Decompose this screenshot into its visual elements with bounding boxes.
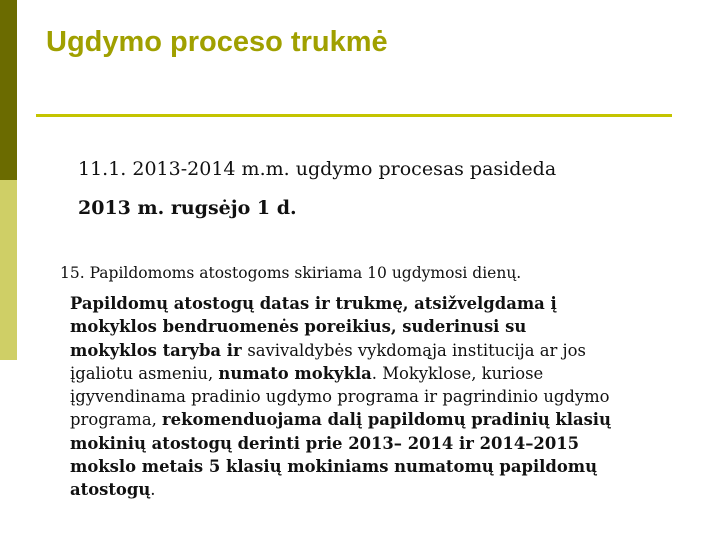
para-line-4b: numato mokykla: [218, 363, 372, 383]
para-line-7: mokinių atostogų derinti prie 2013– 2014 ir 2014–2015: [70, 433, 580, 453]
para-line-5: įgyvendinama pradinio ugdymo programa ir pagrindinio ugdymo: [70, 387, 610, 407]
slide-title: Ugdymo proceso trukmė: [46, 26, 388, 58]
para-line-4c: . Mokyklose, kuriose: [371, 363, 544, 383]
para-line-3a: mokyklos taryba ir: [70, 340, 248, 360]
point-11-1-text: 11.1. 2013-2014 m.m. ugdymo procesas pasideda: [78, 158, 557, 180]
title-divider: [36, 114, 672, 117]
para-line-6b: rekomenduojama dalį papildomų pradinių klasių: [162, 410, 611, 430]
start-date-text: 2013 m. rugsėjo 1 d.: [78, 197, 297, 219]
accent-bar-dark: [0, 0, 17, 180]
accent-bar-light: [0, 180, 17, 360]
point-15-text: 15. Papildomoms atostogoms skiriama 10 ugdymosi dienų.: [60, 264, 522, 282]
holiday-paragraph: [70, 292, 690, 502]
para-line-1: Papildomų atostogų datas ir trukmę, atsižvelgdama į: [70, 294, 557, 313]
para-line-9b: .: [150, 480, 156, 500]
para-line-8: mokslo metais 5 klasių mokiniams numatomų papildomų: [70, 457, 598, 477]
para-line-6a: programa,: [70, 410, 163, 430]
para-line-4a: įgaliotu asmeniu,: [70, 363, 219, 383]
para-line-2: mokyklos bendruomenės poreikius, suderinusi su: [70, 317, 527, 337]
para-line-3b: savivaldybės vykdomąja institucija ar jos: [247, 340, 586, 360]
para-line-9a: atostogų: [70, 480, 151, 500]
